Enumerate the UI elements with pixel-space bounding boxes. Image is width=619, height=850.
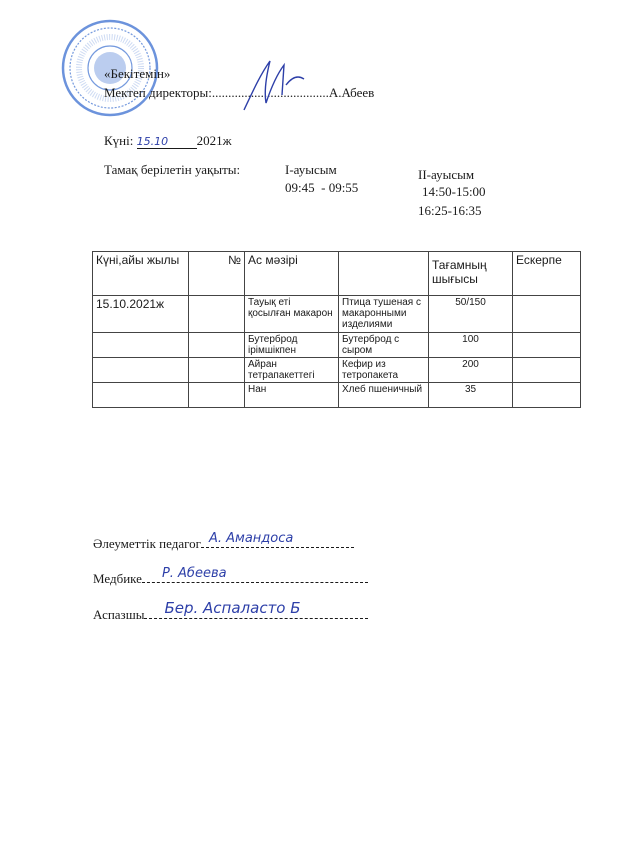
- header-menu-ru: [339, 252, 429, 296]
- nurse-line: [93, 566, 378, 587]
- cell-date: 15.10.2021ж: [93, 296, 189, 333]
- cell-number: [189, 296, 245, 333]
- cell-dish-ru: Птица тушеная с макаронными изделиями: [339, 296, 429, 333]
- shift2-time2: 16:25-16:35: [418, 203, 482, 218]
- date-line: [104, 133, 232, 149]
- cell-dish-kz: Тауық еті қосылған макарон: [245, 296, 339, 333]
- menu-table: [92, 251, 581, 408]
- social-pedagogue-signature: А. Амандоса: [208, 531, 294, 546]
- table-row: [93, 296, 581, 333]
- schedule-label: Тамақ берілетін уақыты:: [104, 162, 241, 177]
- date-handwritten: 15.10: [137, 135, 197, 149]
- cell-number: [189, 358, 245, 383]
- cell-note: [513, 383, 581, 408]
- cook-signature: Бер. Аспаласто Б: [164, 599, 301, 617]
- cook-line: [93, 599, 378, 623]
- cell-date: [93, 358, 189, 383]
- shift2-title: II-ауысым: [418, 167, 475, 182]
- header-note: Ескерпе: [513, 252, 581, 296]
- social-pedagogue-sign-field: [201, 531, 354, 548]
- cell-number: [189, 333, 245, 358]
- cell-number: [189, 383, 245, 408]
- cell-dish-kz: Айран тетрапакеттегі: [245, 358, 339, 383]
- cell-date: [93, 383, 189, 408]
- cook-sign-field: [144, 599, 368, 619]
- shift1-time: 09:45 - 09:55: [285, 180, 359, 195]
- cell-dish-ru: Хлеб пшеничный: [339, 383, 429, 408]
- nurse-label: Медбике: [93, 571, 142, 586]
- table-row: [93, 383, 581, 408]
- date-label: Күні:: [104, 133, 134, 148]
- date-suffix: 2021ж: [196, 133, 232, 148]
- cell-dish-kz: Бутерброд ірімшікпен: [245, 333, 339, 358]
- cell-note: [513, 296, 581, 333]
- cook-label: Аспазшы: [93, 607, 145, 622]
- cell-note: [513, 358, 581, 383]
- table-header-row: [93, 252, 581, 296]
- social-pedagogue-line: [93, 531, 378, 552]
- cell-amount: 100: [429, 333, 513, 358]
- director-name: А.Абеев: [328, 85, 375, 100]
- table-row: [93, 358, 581, 383]
- shift2-time1: 14:50-15:00: [422, 184, 486, 199]
- cell-amount: 50/150: [429, 296, 513, 333]
- approval-title: «Бекітемін»: [104, 66, 171, 81]
- cell-amount: 200: [429, 358, 513, 383]
- cell-dish-kz: Нан: [245, 383, 339, 408]
- header-menu: Ас мәзірі: [245, 252, 339, 296]
- header-number: №: [189, 252, 245, 296]
- social-pedagogue-label: Әлеуметтік педагог: [93, 536, 201, 551]
- cell-dish-ru: Бутерброд с сыром: [339, 333, 429, 358]
- director-signature: [238, 55, 308, 115]
- cell-date: [93, 333, 189, 358]
- nurse-sign-field: [142, 566, 368, 583]
- director-dots: ....................................: [211, 85, 329, 100]
- director-label: Мектеп директоры:: [104, 85, 212, 100]
- cell-amount: 35: [429, 383, 513, 408]
- shift1-title: I-ауысым: [285, 162, 337, 177]
- cell-dish-ru: Кефир из тетропакета: [339, 358, 429, 383]
- cell-note: [513, 333, 581, 358]
- header-amount: Тағамның шығысы: [429, 252, 513, 296]
- nurse-signature: Р. Абеева: [161, 566, 227, 581]
- table-row: [93, 333, 581, 358]
- header-date: Күні,айы жылы: [93, 252, 189, 296]
